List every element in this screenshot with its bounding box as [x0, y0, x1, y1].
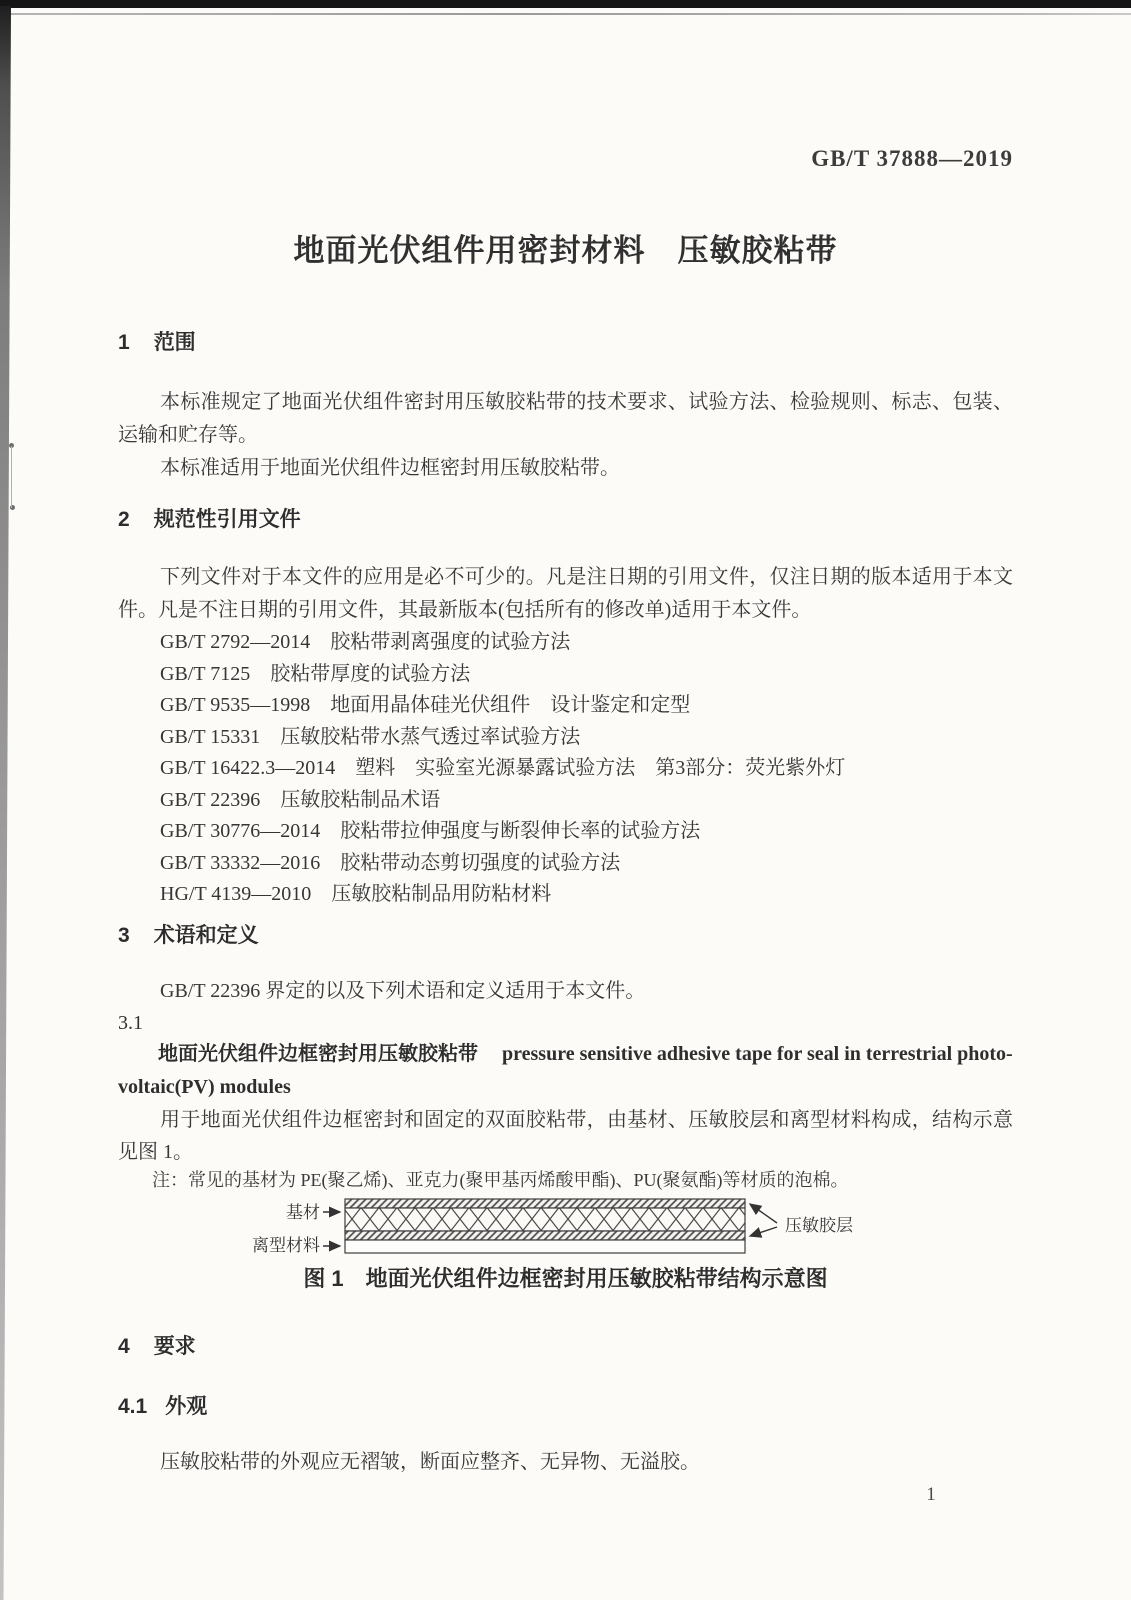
term-heading [118, 1038, 1013, 1071]
standard-code: GB/T 37888—2019 [811, 146, 1013, 171]
section-4-heading [118, 1334, 1013, 1360]
reference-item: GB/T 2792—2014 胶粘带剥离强度的试验方法 [160, 631, 571, 653]
reference-item: GB/T 9535—1998 地面用晶体硅光伏组件 设计鉴定和定型 [160, 694, 691, 716]
adhesive-arrow-top [750, 1204, 777, 1223]
release-liner-label: 离型材料 [252, 1235, 320, 1255]
release-liner-layer [345, 1240, 745, 1253]
figure-1-caption [118, 1264, 1013, 1294]
section-1-number: 1 [118, 331, 130, 354]
reference-item: GB/T 7125 胶粘带厚度的试验方法 [160, 662, 471, 685]
adhesive-layer-top [345, 1199, 745, 1208]
normative-references-intro: 下列文件对于本文件的应用是必不可少的。凡是注日期的引用文件，仅注日期的版本适用于本文件。凡是不注日期的引用文件，其最新版本(包括所有的修改单)适用于本文件。 [118, 566, 1013, 621]
adhesive-arrow-bottom [750, 1227, 777, 1236]
section-3-heading [118, 923, 1013, 949]
adhesive-layer-label: 压敏胶层 [785, 1215, 853, 1235]
reference-item: GB/T 33332—2016 胶粘带动态剪切强度的试验方法 [160, 851, 621, 874]
term-chinese: 地面光伏组件边框密封用压敏胶粘带 [158, 1042, 478, 1065]
substrate-layer [345, 1208, 745, 1231]
appearance-paragraph: 压敏胶粘带的外观应无褶皱，断面应整齐、无异物、无溢胶。 [160, 1450, 700, 1473]
figure-1-diagram [118, 1196, 1013, 1258]
section-2-heading [118, 507, 1013, 533]
document-title: 地面光伏组件用密封材料 压敏胶粘带 [293, 233, 838, 268]
page-content [118, 0, 1013, 1479]
reference-item: GB/T 30776—2014 胶粘带拉伸强度与断裂伸长率的试验方法 [160, 820, 701, 842]
reference-item: HG/T 4139—2010 压敏胶粘制品用防粘材料 [160, 883, 552, 905]
section-2-title: 规范性引用文件 [153, 508, 301, 531]
reference-item: GB/T 16422.3—2014 塑料 实验室光源暴露试验方法 第3部分：荧光紫外灯 [160, 757, 846, 779]
tape-cross-section [345, 1199, 745, 1253]
substrate-label: 基材 [286, 1202, 320, 1222]
terms-intro: GB/T 22396 界定的以及下列术语和定义适用于本文件。 [160, 979, 646, 1002]
section-3-title: 术语和定义 [153, 923, 259, 947]
section-2-number: 2 [118, 508, 130, 531]
page-number: 1 [926, 1484, 936, 1505]
term-english-line1: pressure sensitive adhesive tape for seal in terrestrial photo- [502, 1042, 1013, 1065]
term-english-line2: voltaic(PV) modules [118, 1075, 291, 1098]
section-3-number: 3 [118, 923, 130, 947]
scope-paragraph-2: 本标准适用于地面光伏组件边框密封用压敏胶粘带。 [160, 457, 620, 479]
section-4-number: 4 [118, 1334, 130, 1358]
scan-edge-left [0, 6, 11, 1600]
scan-speck-line [11, 446, 12, 508]
section-4-1-number: 4.1 [118, 1394, 148, 1418]
section-1-title: 范围 [153, 331, 196, 354]
section-4-1-heading [118, 1394, 1013, 1420]
references-list [118, 627, 1013, 911]
section-1-heading [118, 330, 1013, 356]
term-definition: 用于地面光伏组件边框密封和固定的双面胶粘带，由基材、压敏胶层和离型材料构成，结构示意见图 1。 [118, 1108, 1013, 1163]
section-4-1-title: 外观 [165, 1394, 208, 1418]
scope-paragraph-1: 本标准规定了地面光伏组件密封用压敏胶粘带的技术要求、试验方法、检验规则、标志、包装、运输和贮存等。 [118, 391, 1013, 446]
term-note: 注：常见的基材为 PE(聚乙烯)、亚克力(聚甲基丙烯酸甲酯)、PU(聚氨酯)等材质的泡棉。 [152, 1169, 849, 1190]
adhesive-layer-bottom [345, 1231, 745, 1240]
reference-item: GB/T 15331 压敏胶粘带水蒸气透过率试验方法 [160, 725, 581, 748]
section-4-title: 要求 [153, 1334, 196, 1358]
reference-item: GB/T 22396 压敏胶粘制品术语 [160, 788, 441, 811]
term-number: 3.1 [118, 1011, 143, 1034]
figure-caption-text: 地面光伏组件边框密封用压敏胶粘带结构示意图 [365, 1265, 828, 1291]
figure-caption-number: 图 1 [303, 1265, 344, 1291]
